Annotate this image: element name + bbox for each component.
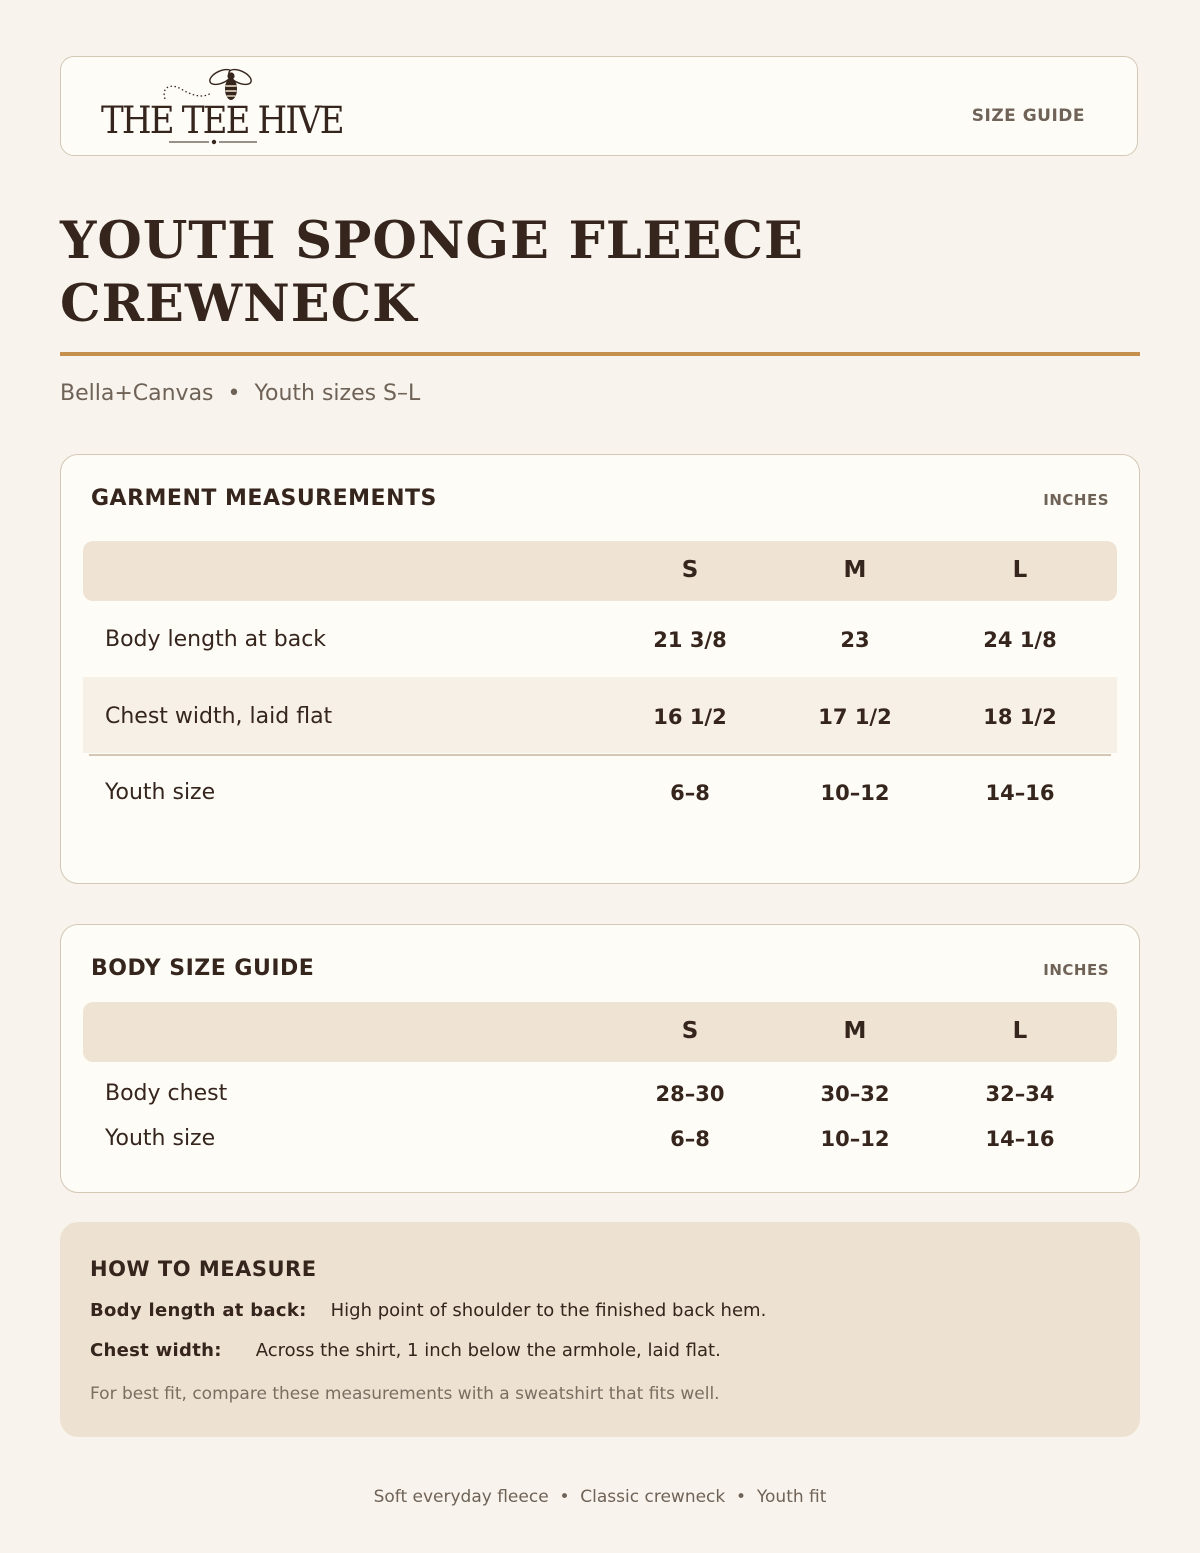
measure-description: High point of shoulder to the finished back hem.: [330, 1300, 767, 1321]
measure-item: [90, 1300, 766, 1321]
table-row: [83, 601, 1117, 677]
body-table-header: [83, 1002, 1117, 1062]
size-header-l: L: [1012, 557, 1028, 583]
table-row: [83, 1120, 1117, 1160]
table-cell: 21 3/8: [653, 628, 727, 652]
table-cell: 10–12: [820, 1127, 890, 1151]
measure-term: Body length at back:: [90, 1300, 307, 1321]
table-cell: 28–30: [655, 1082, 725, 1106]
garment-measurements-card: [60, 454, 1140, 884]
row-label: Body length at back: [105, 627, 327, 652]
brand-logo: [99, 65, 343, 149]
measure-term: Chest width:: [90, 1340, 222, 1361]
size-header-m: M: [843, 557, 867, 583]
footer-tagline: Soft everyday fleece • Classic crewneck • Youth fit: [373, 1487, 827, 1507]
row-label: Chest width, laid flat: [105, 704, 333, 729]
table-cell: 17 1/2: [818, 705, 892, 729]
row-label: Youth size: [105, 1126, 216, 1151]
body-units-label: INCHES: [1043, 961, 1109, 979]
product-subtitle: Bella+Canvas • Youth sizes S–L: [60, 381, 421, 406]
table-row: [83, 755, 1117, 831]
body-size-guide-card: [60, 924, 1140, 1193]
garment-measurements-title: GARMENT MEASUREMENTS: [91, 486, 437, 511]
table-cell: 24 1/8: [983, 628, 1057, 652]
page-title: YOUTH SPONGE FLEECE CREWNECK: [60, 211, 804, 334]
measure-item: [90, 1340, 721, 1361]
header-card: [60, 56, 1138, 156]
table-cell: 16 1/2: [653, 705, 727, 729]
table-row: [83, 1075, 1117, 1115]
size-header-s: S: [681, 557, 699, 583]
body-size-guide-title: BODY SIZE GUIDE: [91, 956, 315, 981]
garment-table-header: [83, 541, 1117, 601]
how-to-measure-box: [60, 1222, 1140, 1437]
size-header-s: S: [681, 1018, 699, 1044]
table-cell: 23: [840, 628, 870, 652]
brand-name: THE TEE HIVE: [101, 99, 343, 142]
size-guide-label: SIZE GUIDE: [971, 106, 1085, 126]
table-cell: 14–16: [985, 781, 1055, 805]
table-cell: 14–16: [985, 1127, 1055, 1151]
table-cell: 6–8: [670, 1127, 710, 1151]
fit-note: For best fit, compare these measurements with a sweatshirt that fits well.: [90, 1384, 720, 1404]
table-cell: 18 1/2: [983, 705, 1057, 729]
size-header-l: L: [1012, 1018, 1028, 1044]
table-cell: 32–34: [985, 1082, 1055, 1106]
row-label: Body chest: [105, 1081, 228, 1106]
table-row: [83, 677, 1117, 753]
how-to-measure-title: HOW TO MEASURE: [90, 1257, 317, 1281]
row-label: Youth size: [105, 780, 216, 805]
garment-units-label: INCHES: [1043, 491, 1109, 509]
measure-description: Across the shirt, 1 inch below the armhole, laid flat.: [255, 1340, 721, 1361]
table-cell: 30–32: [820, 1082, 890, 1106]
table-cell: 10–12: [820, 781, 890, 805]
size-header-m: M: [843, 1018, 867, 1044]
table-cell: 6–8: [670, 781, 710, 805]
title-rule: [60, 352, 1140, 356]
